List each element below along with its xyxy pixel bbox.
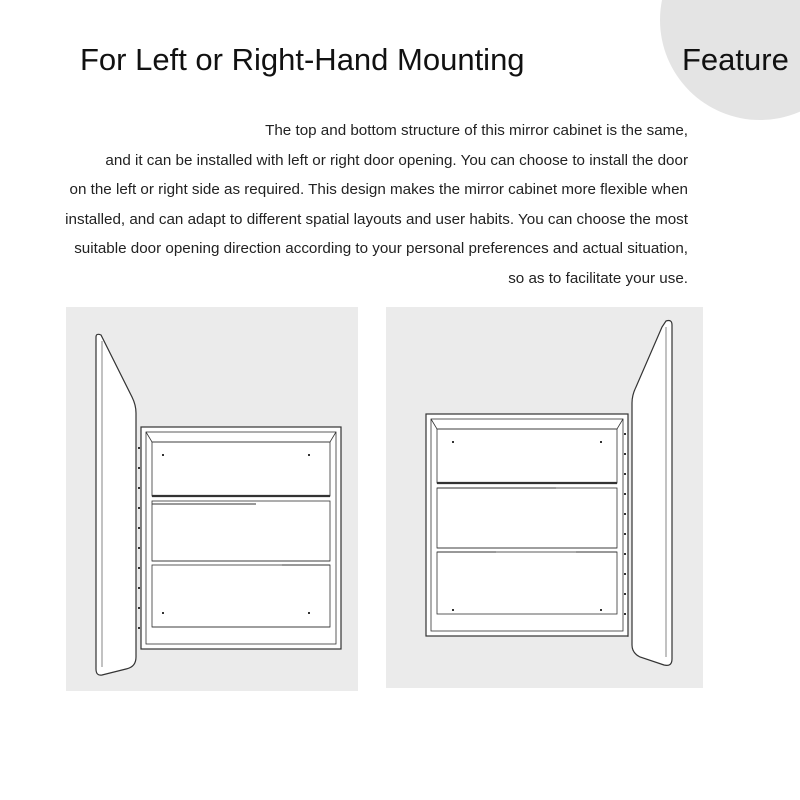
description-line: The top and bottom structure of this mirror cabinet is the same, bbox=[265, 122, 688, 139]
description-line: on the left or right side as required. This design makes the mirror cabinet more flexible when bbox=[69, 181, 688, 198]
open-cabinet-right-door-icon bbox=[386, 307, 703, 688]
left-mount-illustration bbox=[66, 307, 358, 691]
description-line: suitable door opening direction according to your personal preferences and actual situation, bbox=[74, 240, 688, 257]
feature-label: Feature bbox=[682, 42, 789, 77]
description-line: and it can be installed with left or right door opening. You can choose to install the door bbox=[105, 151, 688, 169]
description-paragraph bbox=[0, 116, 688, 293]
page-title: For Left or Right-Hand Mounting bbox=[80, 42, 525, 77]
open-cabinet-left-door-icon bbox=[66, 307, 358, 691]
right-mount-illustration bbox=[386, 307, 703, 688]
description-line: so as to facilitate your use. bbox=[508, 269, 688, 287]
description-line: installed, and can adapt to different spatial layouts and user habits. You can choose the most bbox=[65, 210, 688, 228]
